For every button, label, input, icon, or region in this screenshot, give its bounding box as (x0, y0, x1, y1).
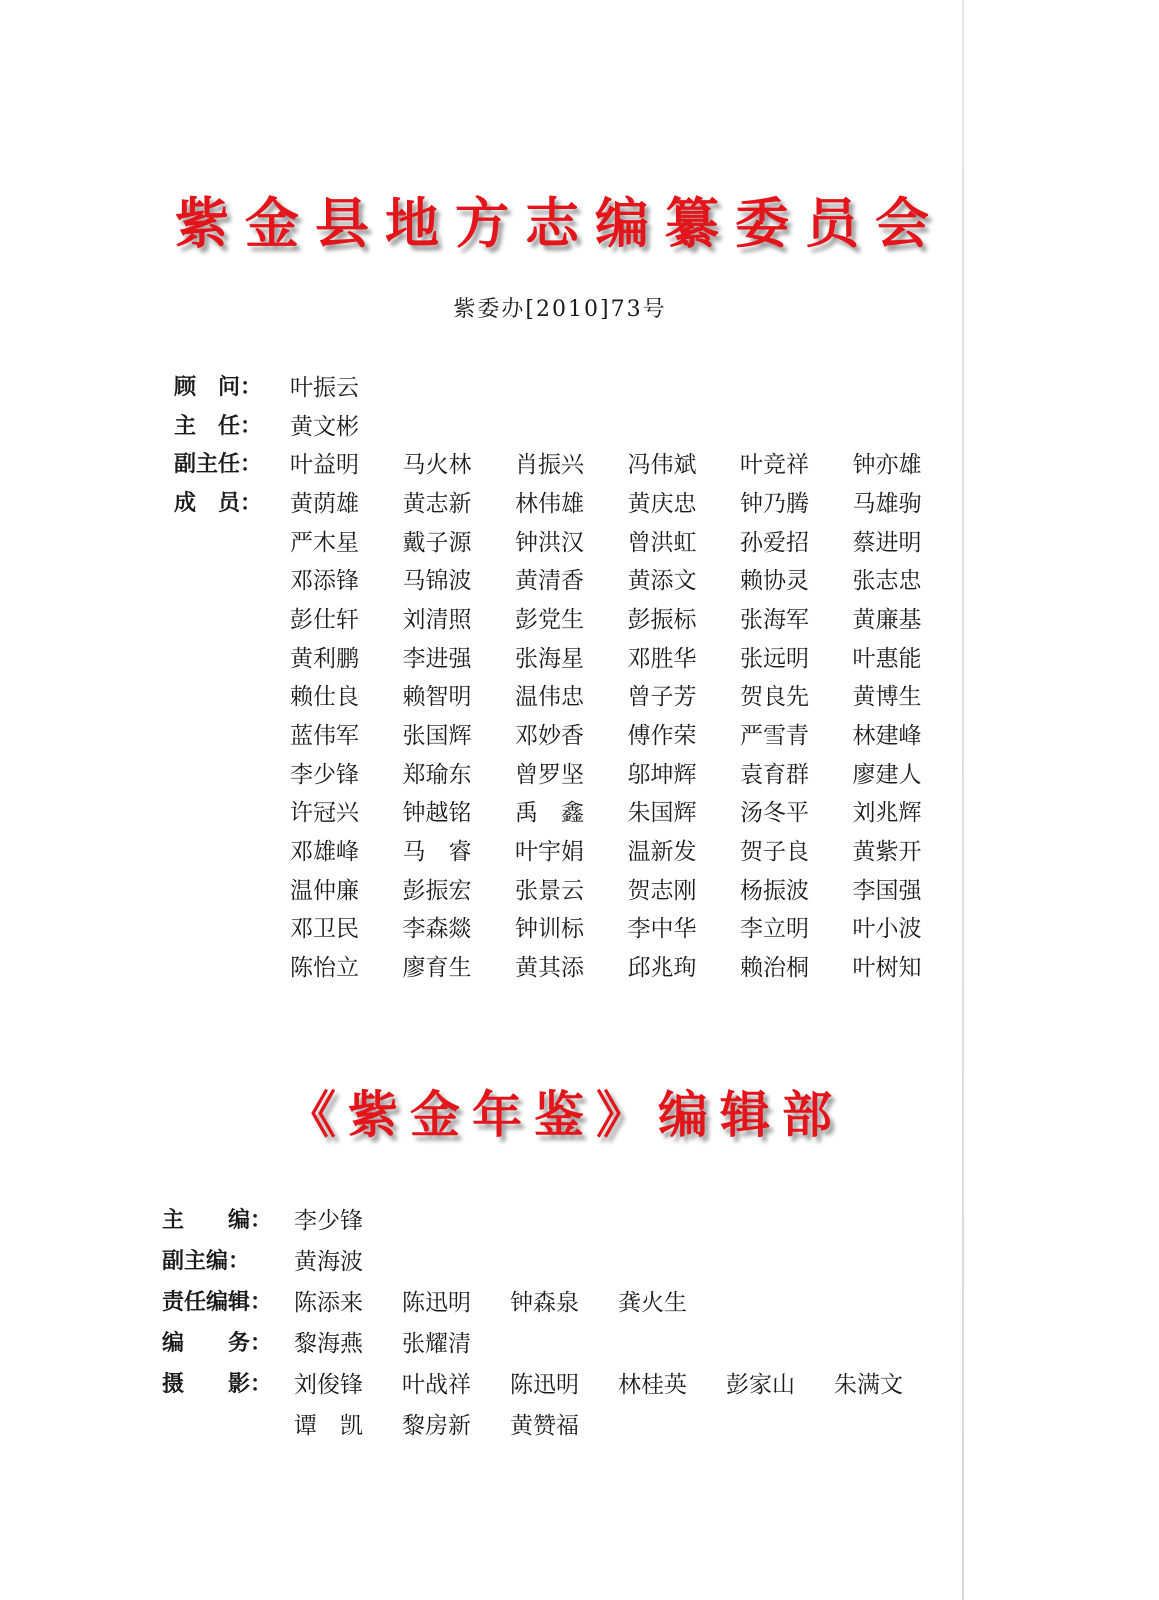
member-names (294, 1325, 510, 1358)
member-name: 廖建人 (852, 761, 922, 788)
roster-row (174, 946, 965, 985)
member-name: 黄其添 (515, 955, 584, 982)
role-label: 主 任： (174, 413, 263, 439)
member-name: 许冠兴 (290, 800, 359, 827)
member-name: 彭振标 (627, 606, 697, 633)
member-name: 黄清香 (515, 568, 584, 595)
member-names (294, 1284, 726, 1317)
member-name: 赖治桐 (740, 955, 809, 982)
roster-row (162, 1321, 942, 1362)
roster-row (174, 521, 965, 560)
member-names (290, 640, 965, 673)
member-name: 钟乃腾 (740, 490, 809, 517)
member-names (290, 833, 965, 866)
member-names (294, 1407, 618, 1440)
member-name: 钟越铭 (402, 800, 472, 827)
member-name: 黎海燕 (294, 1331, 363, 1357)
member-name: 马锦波 (402, 568, 472, 595)
member-name: 廖育生 (402, 955, 472, 982)
role-label: 副主任： (174, 452, 263, 478)
member-name: 贺子良 (740, 839, 809, 866)
member-names (294, 1243, 402, 1276)
member-name: 李中华 (627, 916, 697, 943)
member-name: 叶惠能 (852, 645, 922, 672)
member-name: 张远明 (740, 645, 809, 672)
member-name: 叶宇娟 (515, 839, 584, 866)
roster-row (162, 1362, 942, 1403)
member-name: 叶竞祥 (740, 452, 809, 479)
member-name: 袁育群 (740, 761, 809, 788)
role-label: 主 编： (162, 1208, 273, 1233)
member-names (290, 910, 965, 943)
roster-row (174, 637, 965, 676)
member-name: 禹 鑫 (515, 800, 584, 827)
member-name: 陈添来 (294, 1290, 363, 1316)
member-name: 黄赞福 (510, 1413, 579, 1439)
member-name: 邓添锋 (290, 568, 359, 595)
committee-roster (174, 366, 965, 985)
member-names (290, 756, 965, 789)
member-name: 黄紫开 (852, 839, 922, 866)
member-name: 叶小波 (852, 916, 922, 943)
member-name: 蓝伟军 (290, 723, 359, 750)
member-name: 李进强 (402, 645, 472, 672)
roster-row (174, 753, 965, 792)
role-label: 副主编： (162, 1249, 251, 1274)
member-name: 郑瑜东 (402, 761, 472, 788)
member-name: 戴子源 (402, 529, 472, 556)
member-name: 彭家山 (726, 1372, 795, 1398)
member-name: 温伟忠 (515, 684, 584, 711)
member-names (290, 446, 965, 479)
member-name: 马火林 (402, 452, 472, 479)
member-names (290, 408, 403, 441)
committee-title: 紫金县地方志编纂委员会 (175, 191, 945, 255)
member-names (290, 601, 965, 634)
member-name: 汤冬平 (740, 800, 809, 827)
member-name: 温新发 (627, 839, 697, 866)
member-names (290, 678, 965, 711)
document-number: 紫委办[2010]73号 (453, 297, 667, 322)
member-name: 彭振宏 (402, 877, 472, 904)
member-name: 曾洪虹 (627, 529, 697, 556)
roster-row (162, 1280, 942, 1321)
member-name: 李森燚 (402, 916, 472, 943)
member-name: 温仲廉 (290, 877, 359, 904)
member-name: 马雄驹 (852, 490, 922, 517)
member-name: 林伟雄 (515, 490, 584, 517)
member-names (290, 794, 965, 827)
member-name: 钟训标 (515, 916, 584, 943)
member-name: 林建峰 (852, 723, 922, 750)
member-name: 龚火生 (618, 1290, 687, 1316)
member-name: 严雪青 (740, 723, 809, 750)
member-name: 黄廉基 (852, 606, 922, 633)
member-name: 冯伟斌 (627, 452, 697, 479)
member-name: 邓胜华 (627, 645, 697, 672)
member-name: 邓卫民 (290, 916, 359, 943)
member-name: 陈怡立 (290, 955, 359, 982)
member-name: 叶振云 (290, 374, 359, 401)
member-name: 陈迅明 (510, 1372, 579, 1398)
member-name: 贺良先 (740, 684, 809, 711)
member-names (294, 1202, 402, 1235)
member-names (290, 717, 965, 750)
member-name: 邬坤辉 (627, 761, 697, 788)
member-names (290, 949, 965, 982)
roster-row (174, 598, 965, 637)
member-name: 黄庆忠 (627, 490, 697, 517)
member-names (290, 872, 965, 905)
member-name: 陈迅明 (402, 1290, 471, 1316)
member-name: 贺志刚 (627, 877, 697, 904)
member-name: 林桂英 (618, 1372, 687, 1398)
roster-row (174, 482, 965, 521)
role-label: 责任编辑： (162, 1290, 273, 1315)
member-name: 钟森泉 (510, 1290, 579, 1316)
member-name: 邓妙香 (515, 723, 584, 750)
member-name: 钟亦雄 (852, 452, 922, 479)
roster-row (174, 792, 965, 831)
roster-row (174, 830, 965, 869)
member-name: 赖协灵 (740, 568, 809, 595)
member-name: 傅作荣 (627, 723, 697, 750)
member-names (290, 524, 965, 557)
member-name: 张国辉 (402, 723, 472, 750)
member-name: 赖智明 (402, 684, 472, 711)
member-name: 叶益明 (290, 452, 359, 479)
member-name: 肖振兴 (515, 452, 584, 479)
member-name: 彭仕轩 (290, 606, 359, 633)
member-name: 邱兆珣 (627, 955, 697, 982)
member-name: 张海军 (740, 606, 809, 633)
roster-row (174, 908, 965, 947)
roster-row (174, 559, 965, 598)
member-name: 叶树知 (852, 955, 922, 982)
role-label: 摄 影： (162, 1372, 273, 1397)
member-name: 刘兆辉 (852, 800, 922, 827)
member-name: 张海星 (515, 645, 584, 672)
role-label: 顾 问： (174, 374, 263, 400)
member-name: 蔡进明 (852, 529, 922, 556)
member-name: 李少锋 (294, 1208, 363, 1234)
member-name: 朱国辉 (627, 800, 697, 827)
member-name: 张志忠 (852, 568, 922, 595)
member-name: 杨振波 (740, 877, 809, 904)
member-names (294, 1366, 942, 1399)
member-name: 谭 凯 (294, 1413, 363, 1439)
role-label: 成 员： (174, 490, 263, 516)
member-name: 李少锋 (290, 761, 359, 788)
roster-row (162, 1239, 942, 1280)
editorial-title: 《紫金年鉴》编辑部 (286, 1085, 844, 1144)
member-names (290, 562, 965, 595)
member-name: 黄志新 (402, 490, 472, 517)
member-name: 张景云 (515, 877, 584, 904)
role-label: 编 务： (162, 1331, 273, 1356)
editorial-roster (162, 1198, 942, 1444)
roster-row (174, 366, 965, 405)
member-name: 黄博生 (852, 684, 922, 711)
member-names (290, 369, 403, 402)
roster-row (174, 405, 965, 444)
roster-row (162, 1403, 942, 1444)
member-name: 曾子芳 (627, 684, 697, 711)
roster-row (174, 443, 965, 482)
member-name: 黄荫雄 (290, 490, 359, 517)
member-name: 邓雄峰 (290, 839, 359, 866)
member-name: 刘俊锋 (294, 1372, 363, 1398)
member-name: 黄海波 (294, 1249, 363, 1275)
member-name: 赖仕良 (290, 684, 359, 711)
roster-row (162, 1198, 942, 1239)
member-name: 朱满文 (834, 1372, 903, 1398)
member-name: 严木星 (290, 529, 359, 556)
member-name: 李国强 (852, 877, 922, 904)
member-names (290, 485, 965, 518)
roster-row (174, 676, 965, 715)
roster-row (174, 869, 965, 908)
member-name: 钟洪汉 (515, 529, 584, 556)
member-name: 马 睿 (402, 839, 472, 866)
member-name: 李立明 (740, 916, 809, 943)
member-name: 刘清照 (402, 606, 472, 633)
member-name: 彭党生 (515, 606, 584, 633)
member-name: 黎房新 (402, 1413, 471, 1439)
member-name: 孙爱招 (740, 529, 809, 556)
roster-row (174, 714, 965, 753)
member-name: 曾罗坚 (515, 761, 584, 788)
member-name: 叶战祥 (402, 1372, 471, 1398)
member-name: 黄利鹏 (290, 645, 359, 672)
member-name: 黄文彬 (290, 413, 359, 440)
member-name: 张耀清 (402, 1331, 471, 1357)
member-name: 黄添文 (627, 568, 697, 595)
